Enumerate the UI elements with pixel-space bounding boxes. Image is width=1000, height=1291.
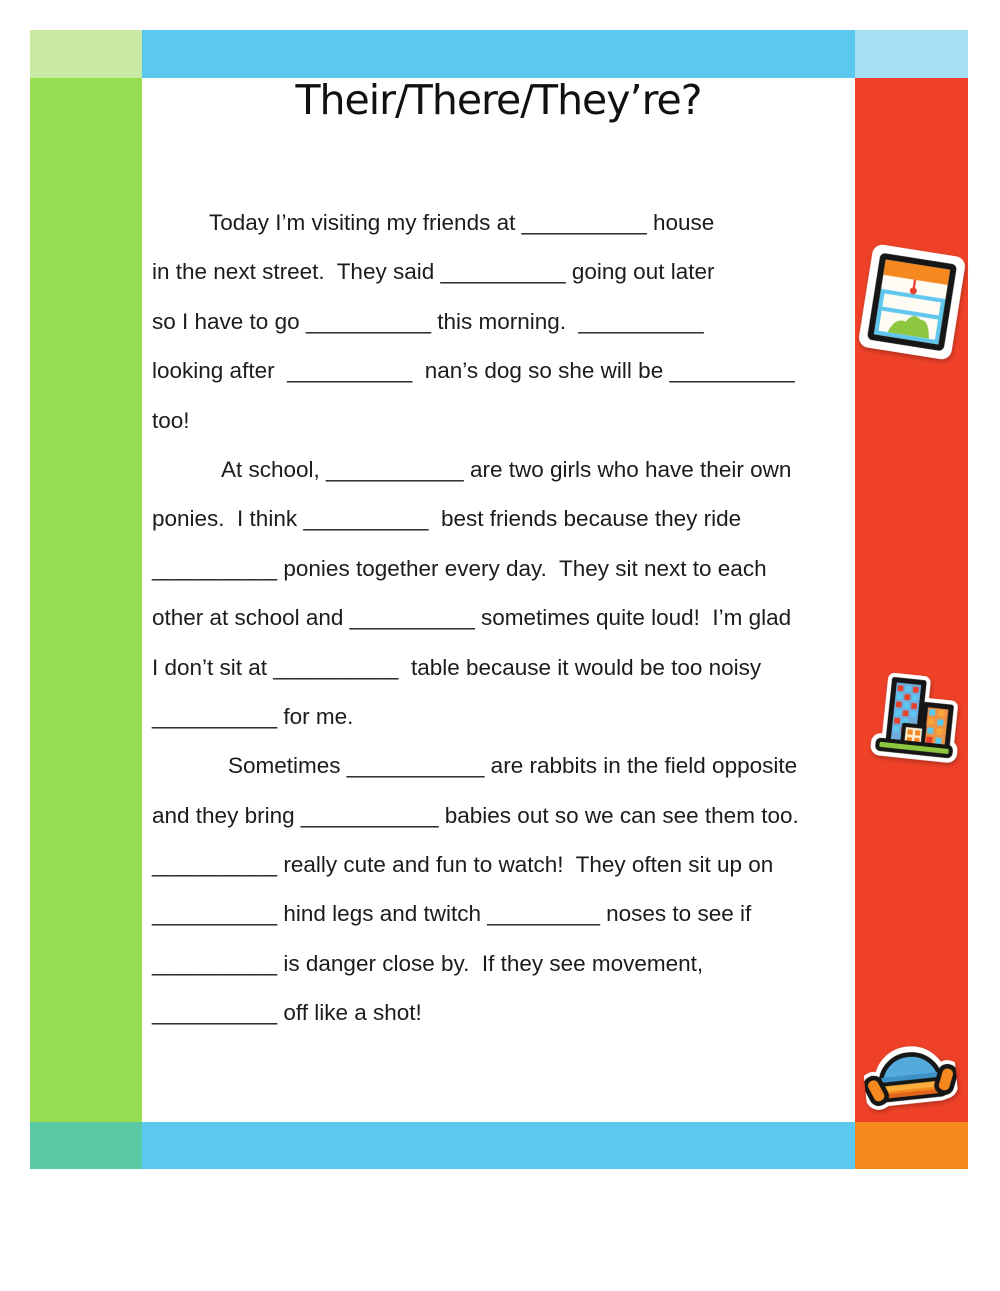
border-corner-bottom-right — [855, 1122, 968, 1169]
text-line: ponies. I think __________ best friends because they ride — [152, 506, 742, 532]
border-top-strip — [142, 30, 855, 78]
page-title: Their/There/They’re? — [295, 76, 702, 124]
border-left-column — [30, 78, 142, 1122]
text-line: looking after __________ nan’s dog so she will be __________ — [152, 358, 795, 384]
border-corner-top-left — [30, 30, 142, 78]
buildings-icon — [868, 669, 965, 772]
text-line: I don’t sit at __________ table because it would be too noisy — [152, 654, 762, 680]
text-line: too! — [152, 407, 190, 433]
text-line: __________ hind legs and twitch _________ noses to see if — [152, 901, 752, 927]
text-line: and they bring ___________ babies out so we can see them too. — [152, 802, 799, 828]
text-line: in the next street. They said __________ going out later — [152, 259, 715, 285]
border-corner-bottom-left — [30, 1122, 142, 1169]
window-icon — [856, 242, 967, 362]
text-line: __________ for me. — [152, 703, 354, 729]
text-line: __________ is danger close by. If they see movement, — [152, 950, 704, 976]
text-line: __________ really cute and fun to watch! They often sit up on — [152, 852, 774, 878]
border-right-column — [855, 78, 968, 1122]
couch-icon — [860, 1032, 959, 1117]
text-line: other at school and __________ sometimes quite loud! I’m glad — [152, 605, 792, 631]
border-bottom-strip — [142, 1122, 855, 1169]
text-line: __________ off like a shot! — [152, 1000, 422, 1026]
text-line: Today I’m visiting my friends at __________ house — [209, 210, 715, 235]
border-corner-top-right — [855, 30, 968, 78]
text-line: At school, ___________ are two girls who have their own — [221, 456, 792, 482]
text-line: so I have to go __________ this morning. __________ — [152, 308, 704, 334]
text-line: __________ ponies together every day. They sit next to each — [152, 555, 767, 581]
worksheet-body — [152, 198, 852, 1038]
text-line: Sometimes ___________ are rabbits in the field opposite — [228, 753, 798, 779]
